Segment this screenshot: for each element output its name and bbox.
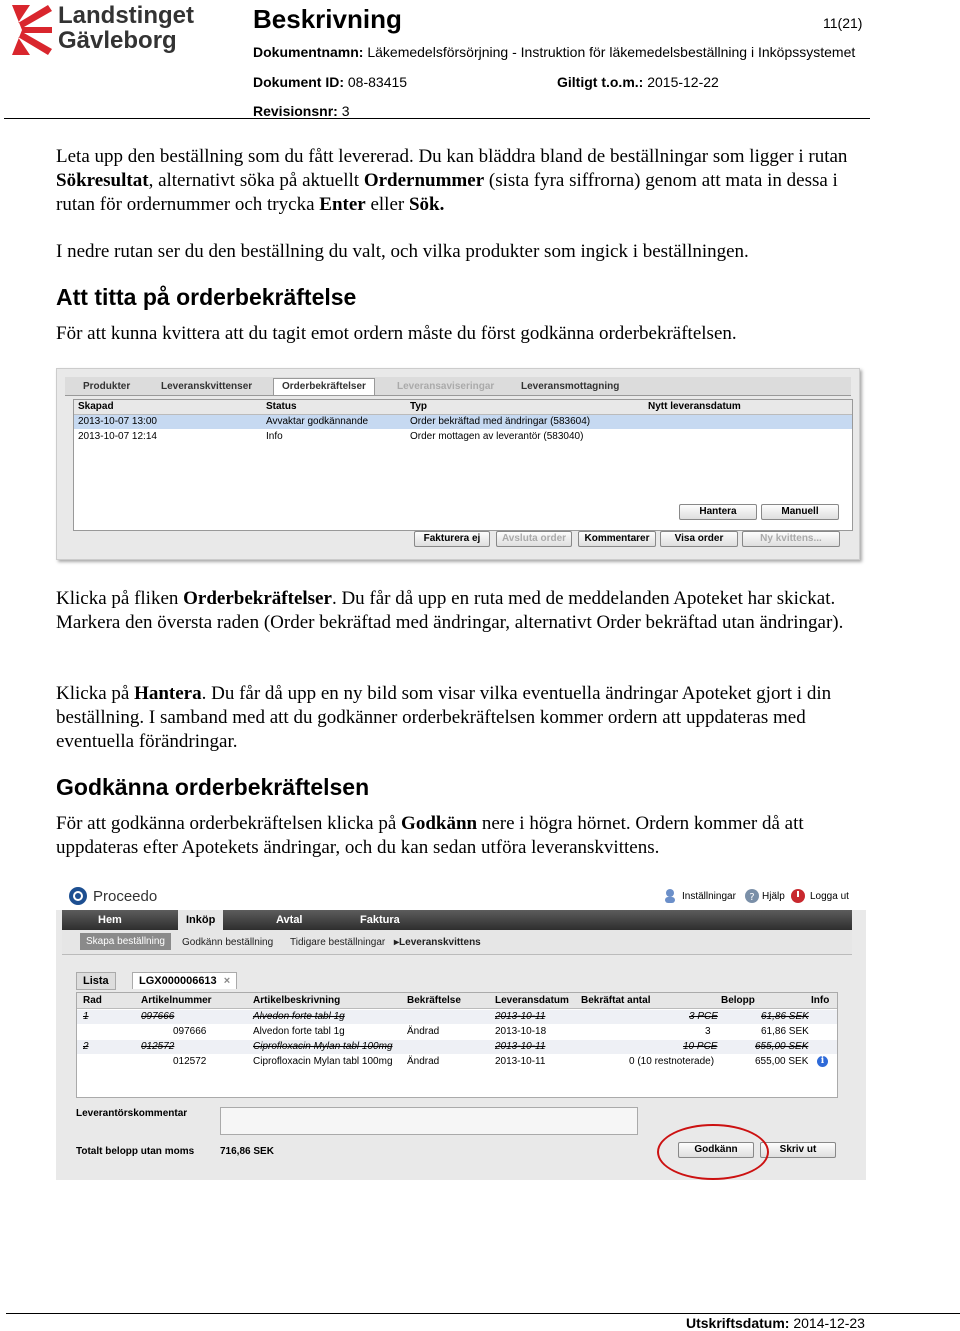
table-row[interactable] xyxy=(77,1040,837,1054)
col-rad[interactable]: Rad xyxy=(83,995,102,1006)
cell-artikelnummer: 097666 xyxy=(173,1026,207,1037)
tab-order[interactable] xyxy=(132,972,237,989)
cell-skapad: 2013-10-07 13:00 xyxy=(78,416,157,427)
hantera-button[interactable]: Hantera xyxy=(679,504,757,520)
cell-leveransdatum: 2013-10-18 xyxy=(495,1026,547,1037)
info-icon[interactable]: i xyxy=(817,1056,828,1067)
revision-line xyxy=(253,103,350,119)
cell-rad: 1 xyxy=(83,1011,89,1022)
cell-skapad: 2013-10-07 12:14 xyxy=(78,431,157,442)
paragraph-click-tab: Klicka på fliken Orderbekräftelser. Du får då upp en ruta med de meddelanden Apoteket har skickat. Markera den översta raden (Order bekräftad med ändringar, alternativt Order bekräftad utan ändringar). xyxy=(56,588,844,633)
tab-orderbekraftelser[interactable]: Orderbekräftelser xyxy=(273,378,375,395)
sub-navbar xyxy=(62,930,852,955)
cell-bekraftat-antal: 0 (10 restnoterade) xyxy=(629,1056,715,1067)
cell-artikelnummer: 012572 xyxy=(141,1041,175,1052)
help-icon[interactable] xyxy=(744,888,760,904)
nav-hem[interactable]: Hem xyxy=(98,914,122,926)
cell-belopp: 655,00 SEK xyxy=(755,1041,809,1052)
total-label: Totalt belopp utan moms xyxy=(76,1146,195,1157)
close-icon[interactable]: × xyxy=(223,975,231,987)
logo-mark-icon xyxy=(8,3,54,55)
tab-bar xyxy=(65,377,851,396)
footer-rule xyxy=(6,1313,960,1314)
logo-line-1: Landstinget xyxy=(58,2,194,29)
tab-lista[interactable]: Lista xyxy=(76,972,116,990)
print-date xyxy=(686,1315,865,1331)
cell-artikelbeskrivning: Ciprofloxacin Mylan tabl 100mg xyxy=(253,1041,393,1052)
cell-typ: Order bekräftad med ändringar (583604) xyxy=(410,416,591,427)
table-row[interactable] xyxy=(77,1055,837,1069)
sub-tidigare-bestallningar[interactable]: Tidigare beställningar xyxy=(290,937,386,948)
cell-leveransdatum: 2013-10-11 xyxy=(495,1011,546,1022)
valid-date: 2015-12-22 xyxy=(647,74,719,90)
svg-text:?: ? xyxy=(749,892,755,903)
highlight-oval xyxy=(657,1124,769,1180)
cell-bekraftelse: Ändrad xyxy=(407,1056,440,1067)
doc-id: 08-83415 xyxy=(347,74,408,90)
col-nytt-leveransdatum[interactable]: Nytt leveransdatum xyxy=(648,401,741,412)
col-belopp[interactable]: Belopp xyxy=(721,995,755,1006)
cell-typ: Order mottagen av leverantör (583040) xyxy=(410,431,584,442)
col-bekraftelse[interactable]: Bekräftelse xyxy=(407,995,461,1006)
doc-name-label: Dokumentnamn: xyxy=(253,44,364,60)
avsluta-order-button[interactable]: Avsluta order xyxy=(496,531,572,547)
cell-rad: 2 xyxy=(83,1041,89,1052)
tab-leveransaviseringar[interactable]: Leveransaviseringar xyxy=(397,381,495,392)
col-leveransdatum[interactable]: Leveransdatum xyxy=(495,995,569,1006)
valid-label: Giltigt t.o.m.: xyxy=(557,74,644,90)
doc-id-label: Dokument ID: xyxy=(253,74,344,90)
screenshot-order-confirmations xyxy=(56,368,860,560)
col-info[interactable]: Info xyxy=(811,995,830,1006)
valid-line xyxy=(557,74,719,90)
doc-name-line xyxy=(253,44,855,60)
help-link[interactable]: Hjälp xyxy=(762,891,785,902)
col-skapad[interactable]: Skapad xyxy=(78,401,114,412)
order-lines-grid xyxy=(76,992,838,1098)
heading-view-confirmation: Att titta på orderbekräftelse xyxy=(56,284,357,310)
revision-number: 3 xyxy=(341,103,350,119)
app-name: Proceedo xyxy=(93,888,158,905)
tab-leveransmottagning[interactable]: Leveransmottagning xyxy=(521,381,620,392)
logout-link[interactable]: Logga ut xyxy=(810,891,849,902)
cell-leveransdatum: 2013-10-11 xyxy=(495,1041,546,1052)
proceedo-logo-icon xyxy=(68,886,88,906)
page-number: 11(21) xyxy=(823,15,863,31)
godkann-button[interactable]: Godkänn xyxy=(678,1142,754,1158)
tab-produkter[interactable]: Produkter xyxy=(83,381,131,392)
ny-kvittens-button[interactable]: Ny kvittens... xyxy=(742,531,840,547)
main-navbar xyxy=(62,910,852,930)
sub-leveranskvittens-label: Leveranskvittens xyxy=(399,937,481,948)
cell-belopp: 61,86 SEK xyxy=(761,1026,809,1037)
cell-status: Avvaktar godkännande xyxy=(266,416,369,427)
sub-leveranskvittens[interactable] xyxy=(394,937,481,948)
nav-avtal[interactable]: Avtal xyxy=(276,914,303,926)
table-row[interactable] xyxy=(74,415,852,429)
sub-skapa-bestallning[interactable]: Skapa beställning xyxy=(80,933,171,950)
revision-label: Revisionsnr: xyxy=(253,103,338,119)
cell-bekraftat-antal: 3 PCE xyxy=(689,1011,718,1022)
grid-header xyxy=(74,400,852,415)
print-date-value: 2014-12-23 xyxy=(793,1315,865,1331)
cell-bekraftat-antal: 3 xyxy=(705,1026,711,1037)
cell-artikelnummer: 097666 xyxy=(141,1011,175,1022)
cell-belopp: 655,00 SEK xyxy=(755,1056,809,1067)
nav-inkop[interactable]: Inköp xyxy=(178,910,223,930)
cell-leveransdatum: 2013-10-11 xyxy=(495,1056,546,1067)
doc-id-line xyxy=(253,74,407,90)
paragraph-click-hantera: Klicka på Hantera. Du får då upp en ny bild som visar vilka eventuella ändringar Apoteket gjort i din beställning. I samband med att du godkänner orderbekräftelsen kommer ordern att uppdateras med eventuella förändringar. xyxy=(56,683,832,752)
header-rule xyxy=(4,118,870,119)
logout-icon[interactable] xyxy=(790,888,806,904)
manuell-button[interactable]: Manuell xyxy=(761,504,839,520)
cell-artikelbeskrivning: Ciprofloxacin Mylan tabl 100mg xyxy=(253,1056,393,1067)
cell-status: Info xyxy=(266,431,283,442)
col-status[interactable]: Status xyxy=(266,401,297,412)
kommentarer-button[interactable]: Kommentarer xyxy=(578,531,656,547)
settings-icon[interactable] xyxy=(662,888,678,904)
document-title: Beskrivning xyxy=(253,4,402,34)
nav-faktura[interactable]: Faktura xyxy=(360,914,400,926)
table-row[interactable] xyxy=(77,1025,837,1039)
cell-belopp: 61,86 SEK xyxy=(761,1011,809,1022)
chevron-right-icon: ▸ xyxy=(394,937,400,948)
comment-label: Leverantörskommentar xyxy=(76,1108,188,1119)
heading-approve-confirmation: Godkänna orderbekräftelsen xyxy=(56,774,370,800)
logo-line-2: Gävleborg xyxy=(58,27,177,54)
grid-header xyxy=(77,993,837,1009)
cell-artikelbeskrivning: Alvedon forte tabl 1g xyxy=(253,1011,345,1022)
tab-leveranskvittenser[interactable]: Leveranskvittenser xyxy=(161,381,253,392)
col-typ[interactable]: Typ xyxy=(410,401,428,412)
paragraph-lower-box: I nedre rutan ser du den beställning du valt, och vilka produkter som ingick i beställningen. xyxy=(56,241,749,262)
comment-field[interactable] xyxy=(220,1107,638,1135)
paragraph-find-order: Leta upp den beställning som du fått levererad. Du kan bläddra bland de beställningar som ligger i rutan Sökresultat, alternativt söka på aktuellt Ordernummer (sista fyra siffrorna) genom att mata in dessa i rutan för ordernummer och trycka Enter eller Sök. xyxy=(56,146,848,215)
skriv-ut-button[interactable]: Skriv ut xyxy=(760,1142,836,1158)
logo xyxy=(8,3,208,58)
cell-bekraftat-antal: 10 PCE xyxy=(683,1041,718,1052)
settings-link[interactable]: Inställningar xyxy=(682,891,736,902)
order-tab-label: LGX000006613 xyxy=(139,975,217,987)
cell-bekraftelse: Ändrad xyxy=(407,1026,440,1037)
screenshot-proceedo xyxy=(56,878,866,1180)
cell-artikelnummer: 012572 xyxy=(173,1056,207,1067)
col-artikelnummer[interactable]: Artikelnummer xyxy=(141,995,212,1006)
fakturera-ej-button[interactable]: Fakturera ej xyxy=(414,531,490,547)
logo-text xyxy=(58,3,194,53)
table-row[interactable] xyxy=(74,430,852,444)
visa-order-button[interactable]: Visa order xyxy=(660,531,738,547)
col-artikelbeskrivning[interactable]: Artikelbeskrivning xyxy=(253,995,341,1006)
paragraph-click-godkann: För att godkänna orderbekräftelsen klicka på Godkänn nere i högra hörnet. Ordern kommer då att uppdateras efter Apotekets ändringar, och du kan sedan utföra leveranskvittens. xyxy=(56,813,804,858)
doc-name: Läkemedelsförsörjning - Instruktion för läkemedelsbeställning i Inköpssystemet xyxy=(367,44,856,60)
table-row[interactable] xyxy=(77,1010,837,1024)
total-value: 716,86 SEK xyxy=(220,1146,274,1157)
sub-godkann-bestallning[interactable]: Godkänn beställning xyxy=(182,937,274,948)
app-topbar xyxy=(56,878,866,910)
col-bekraftat-antal[interactable]: Bekräftat antal xyxy=(581,995,651,1006)
paragraph-must-approve: För att kunna kvittera att du tagit emot ordern måste du först godkänna orderbekräftelsen. xyxy=(56,323,737,344)
print-date-label: Utskriftsdatum: xyxy=(686,1315,790,1331)
cell-artikelbeskrivning: Alvedon forte tabl 1g xyxy=(253,1026,345,1037)
